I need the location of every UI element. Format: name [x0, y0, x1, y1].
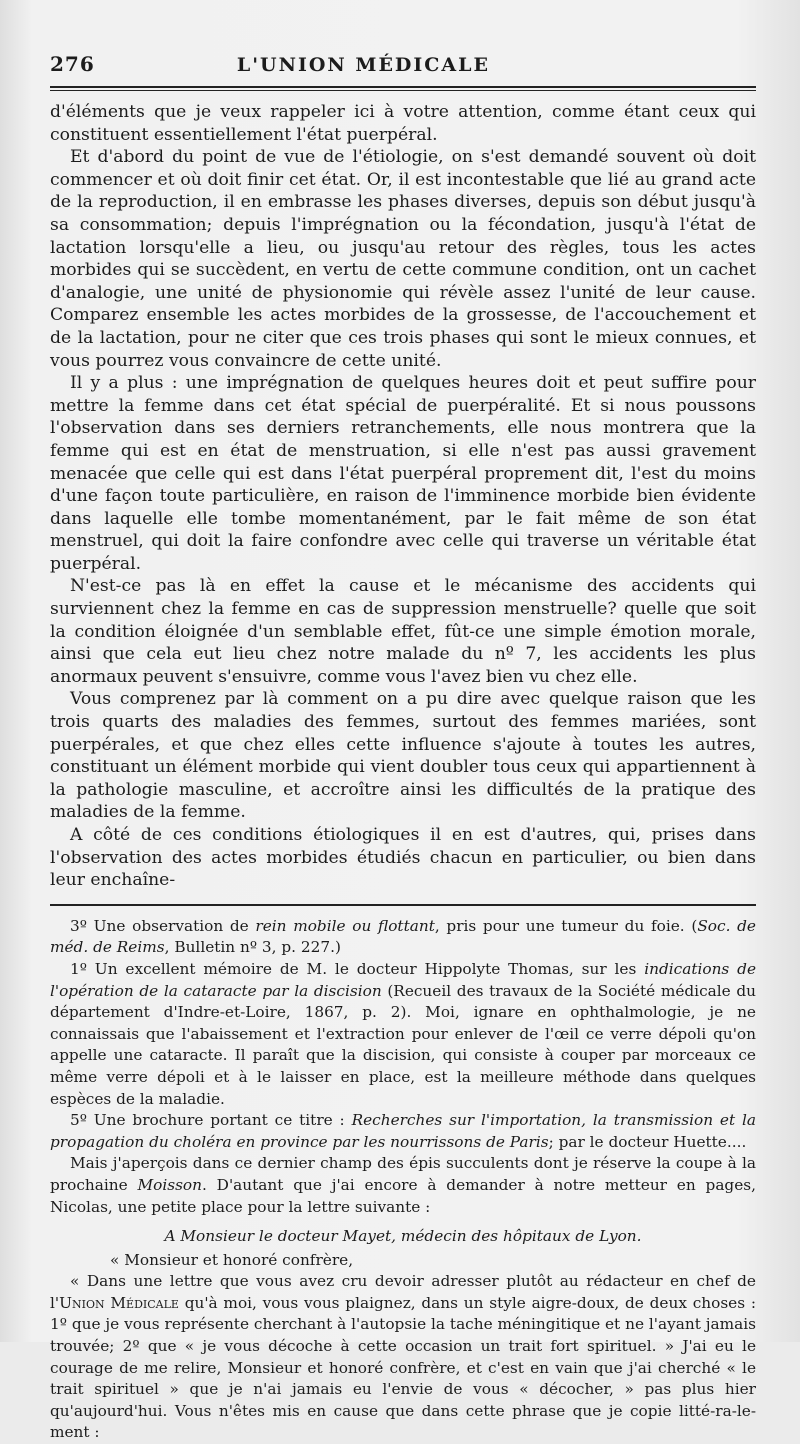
- footnote-3: [50, 916, 756, 959]
- footnote-text: (Recueil des travaux de la Société médicale du département d'Indre-et-Loire, 1867, p. 2). Moi, ignare en ophthalmologie, je ne connaissais que l'abaissement et l'extraction pour enlever de l'œil ce verre dépoli qu'on appelle une cataracte. Il paraît que la discision, qui consiste à couper par morceaux ce même verre dépoli et à le laisser en place, est la meilleure méthode dans quelques espèces de la maladie.: [50, 981, 757, 1108]
- paragraph: Vous comprenez par là comment on a pu dire avec quelque raison que les trois quarts des maladies des femmes, surtout des femmes mariées, sont puerpérales, et que chez elles cette influence s'ajoute à toutes les autres, constituant un élément morbide qui vient doubler tous ceux qui appartiennent à la pathologie masculine, et accroître ainsi les difficultés de la pratique des maladies de la femme.: [50, 689, 756, 823]
- main-text: [50, 101, 756, 892]
- journal-name: Union Médicale: [59, 1293, 179, 1312]
- footnote-text: . D'autant que j'ai encore à demander à notre metteur en pages, Nicolas, une petite place pour la lettre suivante :: [50, 1175, 756, 1216]
- letter-body: [50, 1271, 756, 1444]
- footnote-title: rein mobile ou flottant: [255, 916, 435, 935]
- paragraph: N'est-ce pas là en effet la cause et le mécanisme des accidents qui surviennent chez la femme en cas de suppression menstruelle? quelle que soit la condition éloignée d'un semblable effet, fût-ce une simple émotion morale, ainsi que cela eut lieu chez notre malade du nº 7, les accidents les plus anormaux peuvent s'ensuivre, comme vous l'avez bien vu chez elle.: [50, 576, 756, 687]
- footnote-text: ; par le docteur Huette....: [548, 1132, 747, 1151]
- running-title: L'UNION MÉDICALE: [236, 54, 490, 76]
- footnote-text: 3º Une observation de: [70, 916, 256, 935]
- paragraph: A côté de ces conditions étiologiques il en est d'autres, qui, prises dans l'observation des actes morbides étudiés chacun en particulier, ou bien dans leur enchaîne-: [50, 825, 756, 891]
- footnote-source: Soc. de méd. de Reims: [50, 916, 756, 957]
- footnote-text: , pris pour une tumeur du foie. (: [434, 916, 698, 935]
- page-number: 276: [50, 52, 95, 76]
- footnote-paragraph: [50, 1153, 756, 1218]
- letter-text: qu'à moi, vous vous plaignez, dans un style aigre-doux, de deux choses : 1º que je vous représente cherchant à l'autopsie la tache méningitique et ne l'ayant jamais trouvée; 2º que « je vous décoche à cette occasion un trait fort spirituel. » J'ai eu le courage de me relire, Monsieur et honoré confrère, et c'est en vain que j'ai cherché « le trait spirituel » que je n'ai jamais eu l'envie de vous « décocher, » pas plus hier qu'aujourd'hui. Vous n'êtes mis en cause que dans cette phrase que je copie litté-ra-le-ment :: [50, 1293, 757, 1442]
- footnote-text: , Bulletin nº 3, p. 227.): [164, 938, 341, 957]
- footnote-title: Recherches sur l'importation, la transmission et la propagation du choléra en province par les nourrissons de Paris: [50, 1111, 756, 1151]
- letter-text: « Dans une lettre que vous avez cru devoir adresser plutôt au rédacteur en chef de l': [50, 1272, 756, 1312]
- letter-salutation: « Monsieur et honoré confrère,: [110, 1250, 354, 1269]
- footnote-journal: Moisson: [137, 1175, 202, 1194]
- footnote-title: indications de l'opération de la cataracte par la discision: [50, 959, 757, 1000]
- page-header: [50, 52, 756, 82]
- footnote-text: 1º Un excellent mémoire de M. le docteur Hippolyte Thomas, sur les: [70, 959, 645, 978]
- footnotes: [50, 916, 756, 1444]
- paragraph: Il y a plus : une imprégnation de quelques heures doit et peut suffire pour mettre la femme dans cet état spécial de puerpéralité. Et si nous poussons l'observation dans ses derniers retranchements, elle nous montrera que la femme qui est en état de menstruation, si elle n'est pas aussi gravement menacée que celle qui est dans l'état puerpéral proprement dit, l'est du moins d'une façon toute particulière, en raison de l'imminence morbide bien évidente dans laquelle elle tombe momentanément, par le fait même de son état menstruel, qui doit la faire confondre avec celle qui traverse un véritable état puerpéral.: [50, 373, 756, 574]
- footnote-rule: [50, 904, 756, 906]
- footnote-5: [50, 1110, 756, 1153]
- footnote-text: Mais j'aperçois dans ce dernier champ des épis succulents dont je réserve la coupe à la prochaine: [50, 1154, 756, 1194]
- header-rule: [50, 86, 756, 91]
- letter-address: [50, 1226, 756, 1248]
- paragraph: d'éléments que je veux rappeler ici à votre attention, comme étant ceux qui constituent essentiellement l'état puerpéral.: [50, 102, 756, 145]
- footnote-1: [50, 959, 756, 1110]
- footnote-text: 5º Une brochure portant ce titre :: [70, 1111, 352, 1130]
- letter-address-text: A Monsieur le docteur Mayet, médecin des hôpitaux de Lyon.: [164, 1227, 642, 1246]
- paragraph: Et d'abord du point de vue de l'étiologie, on s'est demandé souvent où doit commencer et où doit finir cet état. Or, il est incontestable que lié au grand acte de la reproduction, il en embrasse les phases diverses, depuis son début jusqu'à sa consommation; depuis l'imprégnation ou la fécondation, jusqu'à l'état de lactation lorsqu'elle a lieu, ou jusqu'au retour des règles, tous les actes morbides qui se succèdent, en vertu de cette commune condition, ont un cachet d'analogie, une unité de physionomie qui révèle assez l'unité de leur cause. Comparez ensemble les actes morbides de la grossesse, de l'accouchement et de la lactation, pour ne citer que ces trois phases qui sont le mieux connues, et vous pourrez vous convaincre de cette unité.: [50, 147, 756, 371]
